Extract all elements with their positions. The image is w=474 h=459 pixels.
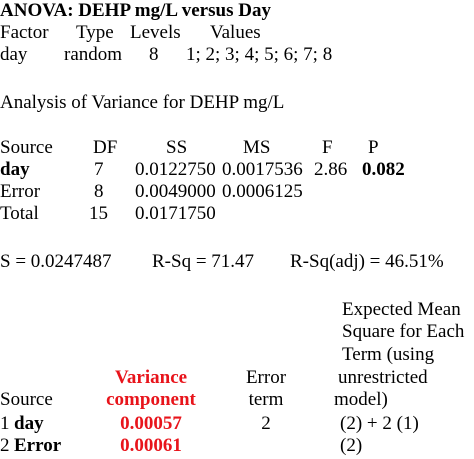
anova-header-f: F	[322, 137, 333, 158]
anova-row-error-ss: 0.0049000	[135, 181, 216, 202]
error-term-header-line1: Error	[245, 367, 287, 388]
vc-header-source: Source	[0, 389, 53, 410]
anova-row-error-ms: 0.0006125	[222, 181, 303, 202]
anova-heading: Analysis of Variance for DEHP mg/L	[0, 92, 285, 113]
factor-header-type: Type	[76, 22, 114, 43]
anova-row-error-df: 8	[94, 181, 104, 202]
factor-levels: 8	[149, 44, 159, 65]
vc-row-2-ems: (2)	[340, 435, 363, 456]
anova-row-total-ss: 0.0171750	[135, 203, 216, 224]
anova-row-total-source: Total	[0, 203, 39, 224]
vc-row-1-source: day	[14, 413, 44, 434]
factor-header-levels: Levels	[130, 22, 181, 43]
fit-rsq: R-Sq = 71.47	[152, 251, 255, 272]
vc-row-2-num: 2	[0, 435, 10, 456]
anova-row-day-ms: 0.0017536	[222, 159, 303, 180]
variance-header-line2: component	[106, 389, 196, 410]
anova-row-error-source: Error	[0, 181, 41, 202]
anova-header-ms: MS	[243, 137, 271, 158]
ems-header-line5: model)	[334, 389, 388, 410]
factor-type: random	[64, 44, 123, 65]
anova-row-day-df: 7	[94, 159, 104, 180]
factor-name: day	[0, 44, 28, 65]
ems-header-line1: Expected Mean	[342, 299, 461, 320]
anova-row-day-source: day	[0, 159, 30, 180]
factor-header-factor: Factor	[0, 22, 49, 43]
vc-row-1-ems: (2) + 2 (1)	[340, 413, 419, 434]
page-title: ANOVA: DEHP mg/L versus Day	[0, 0, 271, 21]
ems-header-line3: Term (using	[342, 344, 435, 365]
ems-header-line2: Square for Each	[342, 321, 465, 342]
anova-row-total-df: 15	[89, 203, 108, 224]
vc-row-2-source: Error	[14, 435, 62, 456]
anova-header-p: P	[368, 137, 379, 158]
vc-row-1-component: 0.00057	[120, 413, 182, 434]
vc-row-1-error-term: 2	[261, 413, 271, 434]
anova-row-day-f: 2.86	[314, 159, 348, 180]
anova-header-source: Source	[0, 137, 53, 158]
factor-values: 1; 2; 3; 4; 5; 6; 7; 8	[186, 44, 333, 65]
fit-s: S = 0.0247487	[0, 251, 112, 272]
variance-header-line1: Variance	[114, 367, 188, 388]
ems-header-line4: unrestricted	[338, 367, 428, 388]
fit-rsq-adj: R-Sq(adj) = 46.51%	[290, 251, 444, 272]
anova-row-day-ss: 0.0122750	[135, 159, 216, 180]
vc-row-1-num: 1	[0, 413, 10, 434]
error-term-header-line2: term	[248, 389, 284, 410]
factor-header-values: Values	[210, 22, 261, 43]
anova-row-day-p: 0.082	[362, 159, 405, 180]
anova-header-ss: SS	[166, 137, 188, 158]
vc-row-2-component: 0.00061	[120, 435, 182, 456]
anova-header-df: DF	[93, 137, 118, 158]
